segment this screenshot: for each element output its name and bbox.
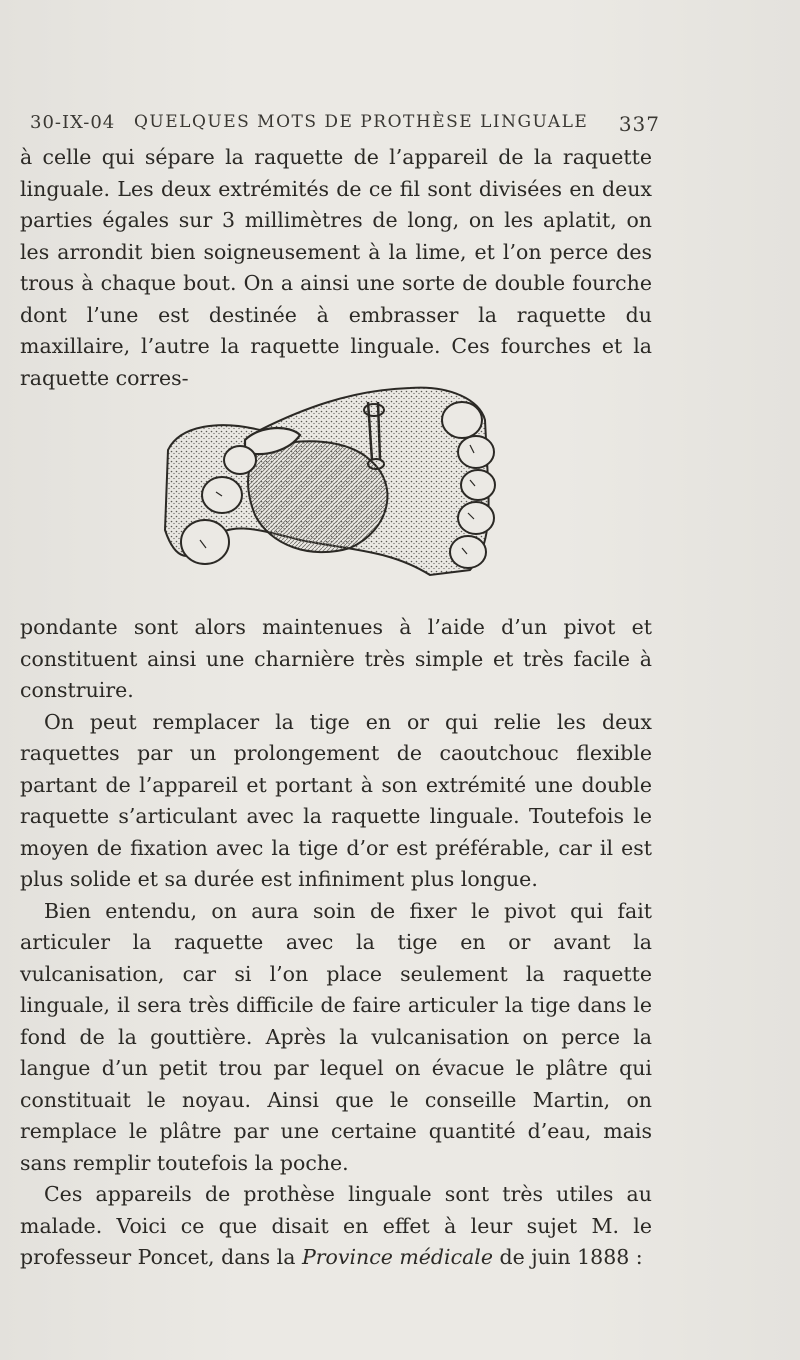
- date-folio: 30-IX-04: [30, 112, 116, 133]
- paragraph-4-end: de juin 1888 :: [493, 1245, 643, 1269]
- paragraph-continued: à celle qui sépare la raquette de l’appareil de la raquette linguale. Les deux extrémités de ce fil sont divisées en deux parties égales sur 3 millimètres de long, on les aplatit, on les arrondit bien soigneusement à la lime, et l’on perce des trous à chaque bout. On a ainsi une sorte de double fourche dont l’une est destinée à embrasser la raquette du maxillaire, l’autre la raquette linguale. Ces fourches et la raquette corres-: [20, 145, 652, 390]
- running-title: QUELQUES MOTS DE PROTHÈSE LINGUALE: [134, 112, 589, 132]
- paragraph-2: On peut remplacer la tige en or qui relie les deux raquettes par un prolongement de caoutchouc flexible partant de l’appareil et portant à son extrémité une double raquette s’articulant avec la raquette linguale. Toutefois le moyen de fixation avec la tige d’or est préférable, car il est plus solide et sa durée est infiniment plus longue.: [20, 709, 652, 891]
- page-number: 337: [618, 112, 660, 136]
- dental-prosthesis-illustration: [150, 380, 500, 600]
- running-head: [30, 112, 660, 140]
- paragraph-4: [20, 1179, 652, 1274]
- figure-illustration: [150, 380, 500, 600]
- paragraph-3: Bien entendu, on aura soin de fixer le pivot qui fait articuler la raquette avec la tige en or avant la vulcanisation, car si l’on place seulement la raquette linguale, il sera très difficile de faire articuler la tige dans le fond de la gouttière. Après la vulcanisation on perce la langue d’un petit trou par lequel on évacue le plâtre qui constituait le noyau. Ainsi que le conseille Martin, on remplace le plâtre par une certaine quantité d’eau, mais sans remplir toutefois la poche.: [20, 898, 652, 1175]
- body-text-top: [20, 142, 652, 394]
- journal-title: Province médicale: [301, 1245, 493, 1269]
- body-text-bottom: [20, 612, 652, 1274]
- paragraph-1: pondante sont alors maintenues à l’aide d’un pivot et constituent ainsi une charnière très simple et très facile à construire.: [20, 615, 652, 702]
- paragraph-4-start: Ces appareils de prothèse linguale sont très utiles au malade. Voici ce que disait en effet à leur sujet M. le professeur Poncet, dans la: [20, 1182, 652, 1269]
